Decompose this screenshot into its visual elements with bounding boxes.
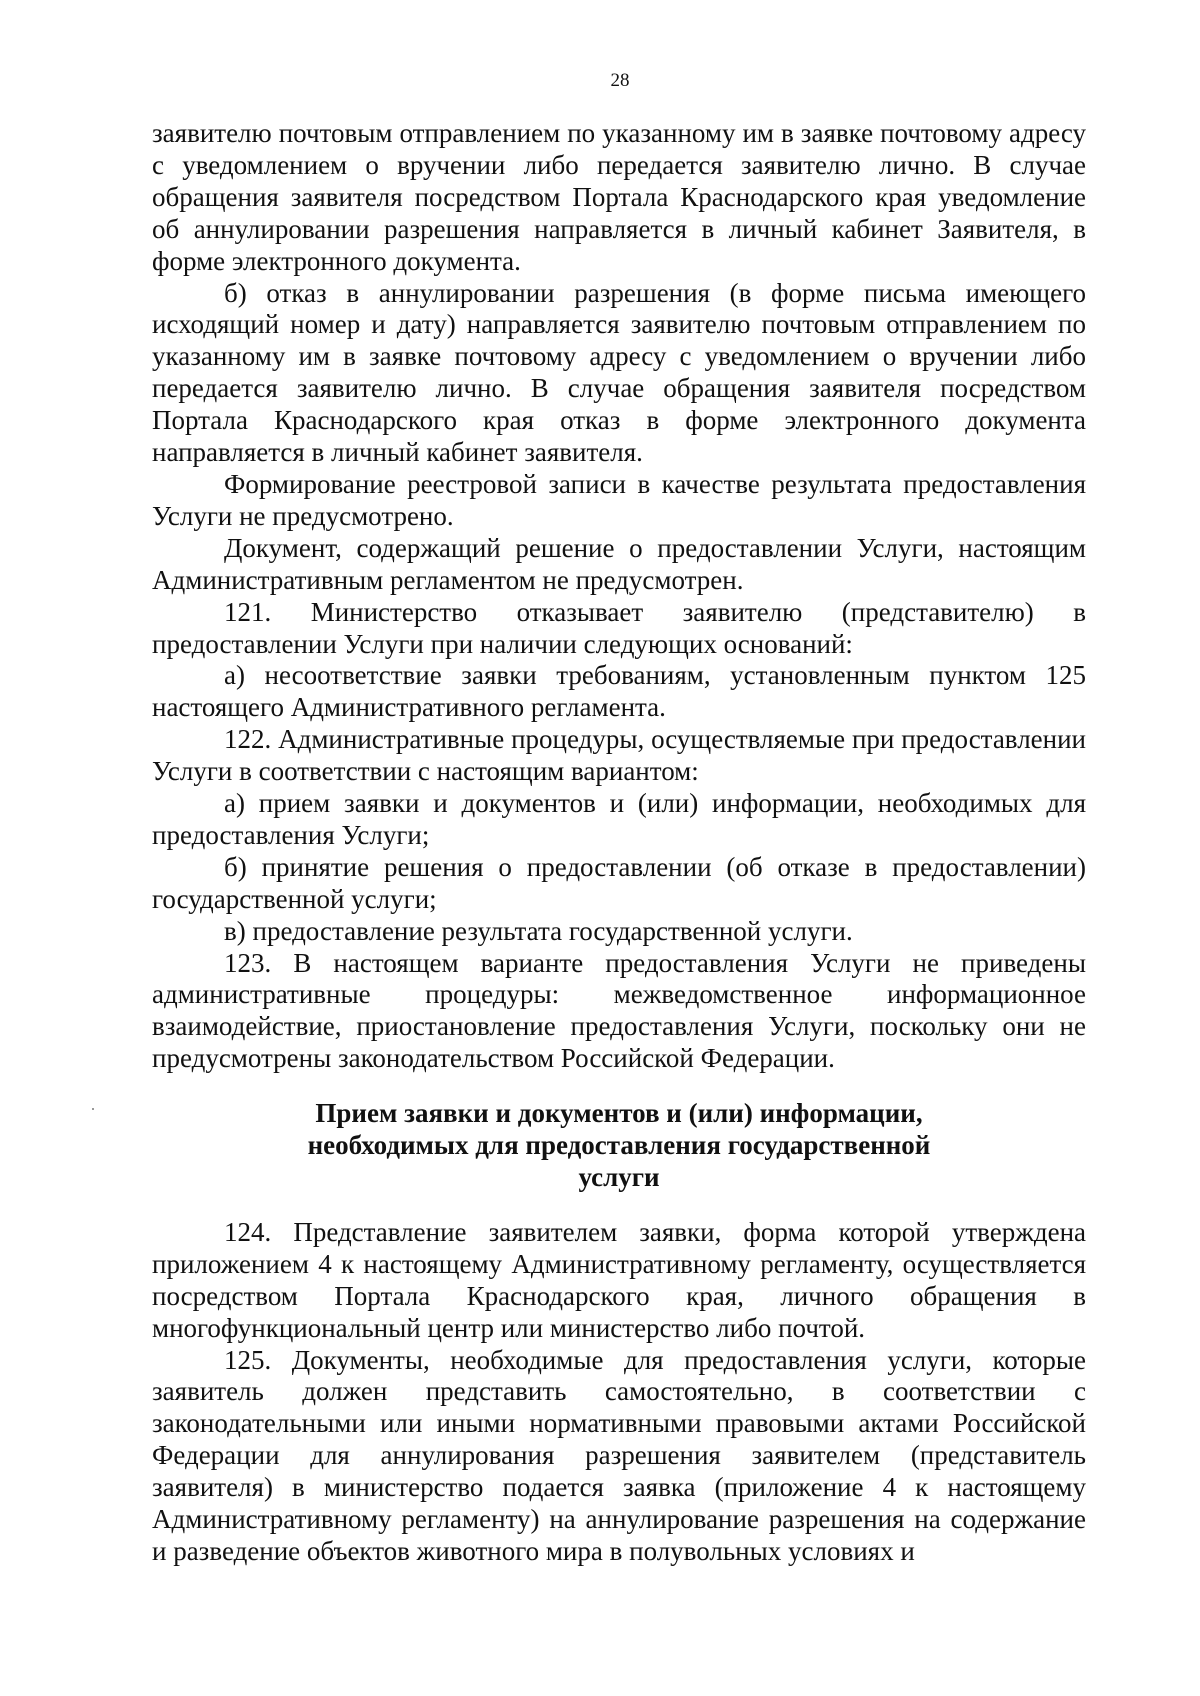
page-number: 28 (610, 70, 630, 91)
paragraph-decision-document: Документ, содержащий решение о предоставлении Услуги, настоящим Административным регламентом не предусмотрен. (152, 532, 1086, 595)
section-heading-line-1: Прием заявки и документов и (или) информации, (315, 1098, 923, 1129)
paragraph-registry-record: Формирование реестровой записи в качестве результата предоставления Услуги не предусмотрено. (152, 468, 1086, 531)
document-body (152, 118, 1086, 1568)
scan-speck (92, 1108, 94, 1110)
paragraph-refusal-notice: б) отказ в аннулировании разрешения (в форме письма имеющего исходящий номер и дату) направляется заявителю почтовым отправлением по указанному им в заявке почтовому адресу с уведомлением о вручении либо передается заявителю лично. В случае обращения заявителя посредством Портала Краснодарского края отказ в форме электронного документа направляется в личный кабинет заявителя. (152, 277, 1086, 468)
paragraph-continuation: заявителю почтовым отправлением по указанному им в заявке почтовому адресу с уведомлением о вручении либо передается заявителю лично. В случае обращения заявителя посредством Портала Краснодарского края уведомление об аннулировании разрешения направляется в личный кабинет Заявителя, в форме электронного документа. (152, 118, 1086, 276)
paragraph-121: 121. Министерство отказывает заявителю (представителю) в предоставлении Услуги при наличии следующих оснований: (152, 596, 1086, 659)
paragraph-121-a: а) несоответствие заявки требованиям, установленным пунктом 125 настоящего Административного регламента. (152, 660, 1086, 723)
paragraph-125: 125. Документы, необходимые для предоставления услуги, которые заявитель должен представить самостоятельно, в соответствии с законодательными или иными нормативными правовыми актами Российской Федерации для аннулирования разрешения заявителем (представитель заявителя) в министерство подается заявка (приложение 4 к настоящему Административному регламенту) на аннулирование разрешения на содержание и разведение объектов животного мира в полувольных условиях и (152, 1344, 1086, 1566)
paragraph-122-b: б) принятие решения о предоставлении (об отказе в предоставлении) государственной услуги; (152, 851, 1086, 914)
paragraph-122-v: в) предоставление результата государственной услуги. (224, 915, 853, 946)
paragraph-122: 122. Административные процедуры, осуществляемые при предоставлении Услуги в соответствии с настоящим вариантом: (152, 724, 1086, 787)
paragraph-123: 123. В настоящем варианте предоставления Услуги не приведены административные процедуры: межведомственное информационное взаимодействие, приостановление предоставления Услуги, поскольку они не предусмотрены законодательством Российской Федерации. (152, 947, 1086, 1074)
section-heading-line-2: необходимых для предоставления государственной (307, 1130, 931, 1161)
section-heading (152, 1098, 1086, 1194)
paragraph-122-a: а) прием заявки и документов и (или) информации, необходимых для предоставления Услуги; (152, 788, 1086, 850)
paragraph-124: 124. Представление заявителем заявки, форма которой утверждена приложением 4 к настоящему Административному регламенту, осуществляется посредством Портала Краснодарского края, личного обращения в многофункциональный центр или министерство либо почтой. (152, 1216, 1086, 1343)
section-heading-line-3: услуги (578, 1162, 660, 1192)
